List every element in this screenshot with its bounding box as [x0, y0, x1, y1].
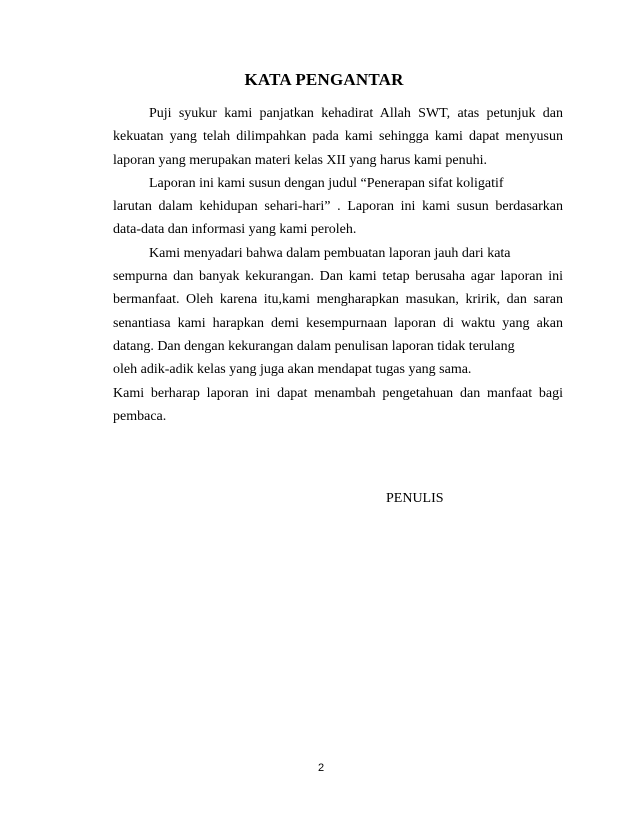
paragraph-line: Kami menyadari bahwa dalam pembuatan laporan jauh dari kata	[149, 245, 511, 261]
paragraph-line: sempurna dan banyak kekurangan. Dan kami tetap berusaha agar laporan ini	[113, 269, 563, 285]
paragraph-line: kekuatan yang telah dilimpahkan pada kami sehingga kami dapat menyusun	[113, 129, 563, 145]
paragraph-line: senantiasa kami harapkan demi kesempurnaan laporan di waktu yang akan	[113, 315, 563, 331]
paragraph-line: Kami berharap laporan ini dapat menambah pengetahuan dan manfaat bagi	[113, 385, 563, 401]
paragraph-line: data-data dan informasi yang kami peroleh.	[113, 222, 357, 238]
paragraph-line: larutan dalam kehidupan sehari-hari” . Laporan ini kami susun berdasarkan	[113, 199, 563, 215]
paragraph-line: laporan yang merupakan materi kelas XII yang harus kami penuhi.	[113, 152, 487, 168]
paragraph-line: datang. Dan dengan kekurangan dalam penulisan laporan tidak terulang	[113, 338, 515, 354]
paragraph-line: Laporan ini kami susun dengan judul “Penerapan sifat koligatif	[149, 175, 504, 191]
paragraph-line: oleh adik-adik kelas yang juga akan mendapat tugas yang sama.	[113, 362, 472, 378]
author-signature: PENULIS	[386, 491, 444, 506]
paragraph-line: bermanfaat. Oleh karena itu,kami mengharapkan masukan, kririk, dan saran	[113, 292, 563, 308]
paragraph-line: pembaca.	[113, 408, 167, 424]
paragraph-line: Puji syukur kami panjatkan kehadirat Allah SWT, atas petunjuk dan	[149, 106, 563, 121]
document-title: KATA PENGANTAR	[244, 70, 404, 89]
page-number: 2	[317, 762, 325, 774]
document-body	[113, 102, 563, 428]
